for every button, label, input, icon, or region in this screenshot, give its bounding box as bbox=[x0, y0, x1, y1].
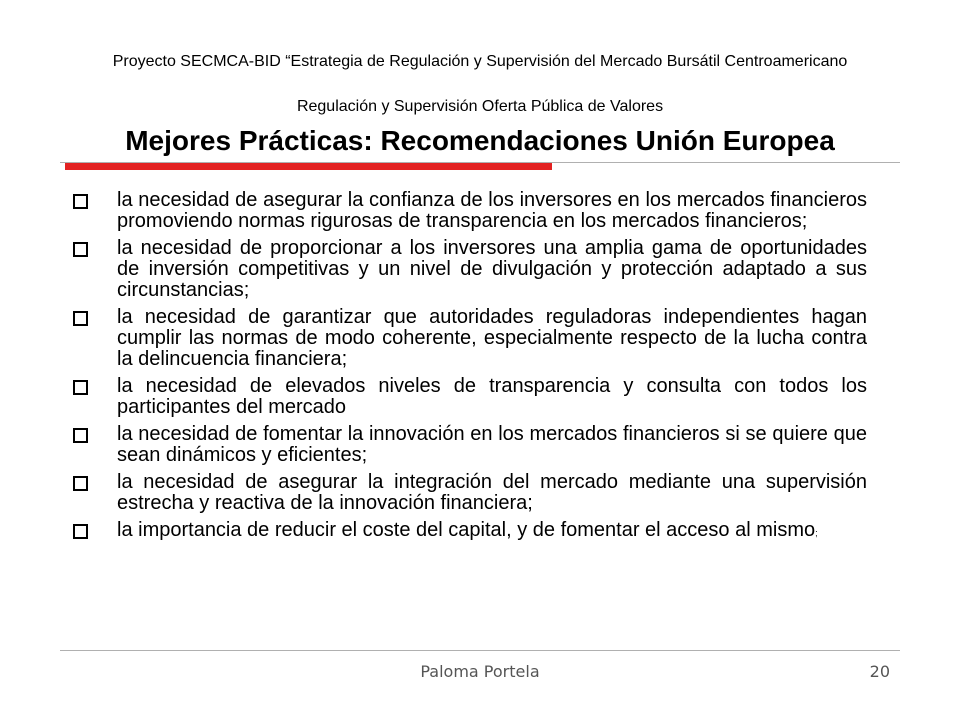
list-item-text: la necesidad de proporcionar a los inversores una amplia gama de oportunidades de inversión competitivas y un nivel de divulgación y protección adaptado a sus circunstancias; bbox=[117, 237, 867, 301]
list-item bbox=[0, 307, 867, 370]
list-item-text: la importancia de reducir el coste del capital, y de fomentar el acceso al mismo bbox=[117, 519, 816, 541]
list-item bbox=[0, 376, 867, 418]
footer-author: Paloma Portela bbox=[420, 662, 540, 681]
square-bullet-icon bbox=[73, 428, 88, 443]
list-item-text: la necesidad de elevados niveles de transparencia y consulta con todos los participantes del mercado bbox=[117, 375, 867, 418]
project-subtitle: Proyecto SECMCA-BID “Estrategia de Regulación y Supervisión del Mercado Bursátil Centroamericano bbox=[112, 53, 848, 70]
recommendation-list bbox=[0, 190, 960, 550]
list-item bbox=[0, 424, 867, 466]
list-item bbox=[0, 472, 867, 514]
square-bullet-icon bbox=[73, 242, 88, 257]
list-item-tail: ; bbox=[815, 528, 818, 538]
title-accent-bar bbox=[65, 163, 552, 170]
square-bullet-icon bbox=[73, 311, 88, 326]
square-bullet-icon bbox=[73, 380, 88, 395]
square-bullet-icon bbox=[73, 194, 88, 209]
list-item-text: la necesidad de fomentar la innovación en los mercados financieros si se quiere que sean dinámicos y eficientes; bbox=[117, 423, 867, 466]
slide-title: Mejores Prácticas: Recomendaciones Unión Europea bbox=[125, 125, 835, 156]
topic-subtitle: Regulación y Supervisión Oferta Pública de Valores bbox=[296, 98, 664, 115]
footer-divider bbox=[60, 650, 900, 651]
list-item bbox=[0, 190, 867, 232]
list-item bbox=[0, 520, 867, 544]
page-number: 20 bbox=[869, 662, 890, 681]
list-item-text: la necesidad de asegurar la confianza de los inversores en los mercados financieros promoviendo normas rigurosas de transparencia en los mercados financieros; bbox=[117, 189, 867, 232]
list-item bbox=[0, 238, 867, 301]
list-item-text: la necesidad de garantizar que autoridades reguladoras independientes hagan cumplir las normas de modo coherente, especialmente respecto de la lucha contra la delincuencia financiera; bbox=[117, 306, 867, 370]
square-bullet-icon bbox=[73, 476, 88, 491]
list-item-text: la necesidad de asegurar la integración del mercado mediante una supervisión estrecha y reactiva de la innovación financiera; bbox=[117, 471, 867, 514]
square-bullet-icon bbox=[73, 524, 88, 539]
